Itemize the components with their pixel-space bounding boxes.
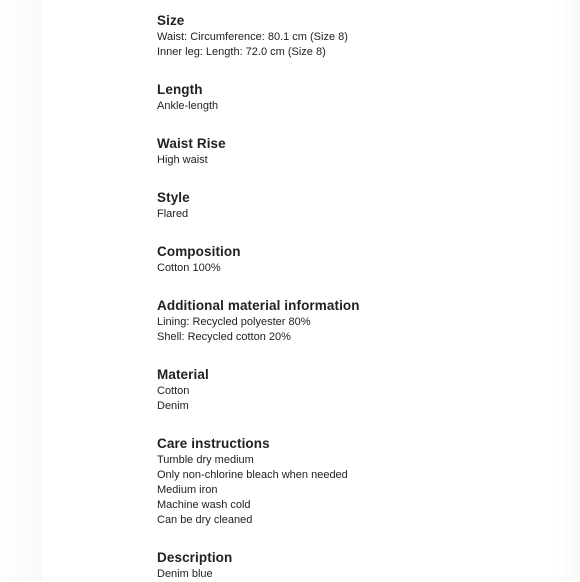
section-gap (157, 414, 557, 435)
section-line: Only non-chlorine bleach when needed (157, 469, 348, 481)
section-additional-material (157, 297, 557, 345)
section-gap (157, 276, 557, 297)
section-line: Denim blue (157, 568, 213, 580)
section-lines (157, 99, 557, 114)
section-style (157, 189, 557, 222)
product-details-list (157, 12, 557, 582)
section-line: Waist: Circumference: 80.1 cm (Size 8) (157, 31, 348, 43)
section-lines (157, 315, 557, 345)
section-size (157, 12, 557, 60)
section-line: Inner leg: Length: 72.0 cm (Size 8) (157, 46, 326, 58)
section-title: Waist Rise (157, 136, 226, 151)
section-lines (157, 30, 557, 60)
section-title: Style (157, 190, 190, 205)
section-line: Denim (157, 400, 189, 412)
section-lines (157, 384, 557, 414)
section-line: Flared (157, 208, 189, 220)
section-title: Care instructions (157, 436, 270, 451)
right-page-shadow (554, 0, 580, 580)
section-line: Cotton 100% (157, 262, 221, 274)
left-page-shadow (0, 0, 42, 580)
section-description (157, 549, 557, 582)
section-title: Composition (157, 244, 241, 259)
section-title: Material (157, 367, 209, 382)
section-line: Can be dry cleaned (157, 514, 253, 526)
section-material (157, 366, 557, 414)
section-care-instructions (157, 435, 557, 528)
section-gap (157, 345, 557, 366)
section-waist-rise (157, 135, 557, 168)
section-length (157, 81, 557, 114)
section-gap (157, 60, 557, 81)
section-title: Length (157, 82, 203, 97)
section-line: Cotton (157, 385, 190, 397)
section-line: High waist (157, 154, 208, 166)
section-lines (157, 261, 557, 276)
section-gap (157, 168, 557, 189)
section-line: Medium iron (157, 484, 218, 496)
section-title: Description (157, 550, 233, 565)
section-lines (157, 207, 557, 222)
section-line: Machine wash cold (157, 499, 251, 511)
section-gap (157, 114, 557, 135)
section-line: Tumble dry medium (157, 454, 254, 466)
section-title: Additional material information (157, 298, 360, 313)
section-line: Ankle-length (157, 100, 219, 112)
section-gap (157, 528, 557, 549)
section-lines (157, 153, 557, 168)
section-gap (157, 222, 557, 243)
section-title: Size (157, 13, 185, 28)
section-composition (157, 243, 557, 276)
section-line: Lining: Recycled polyester 80% (157, 316, 311, 328)
section-line: Shell: Recycled cotton 20% (157, 331, 291, 343)
section-lines (157, 453, 557, 528)
